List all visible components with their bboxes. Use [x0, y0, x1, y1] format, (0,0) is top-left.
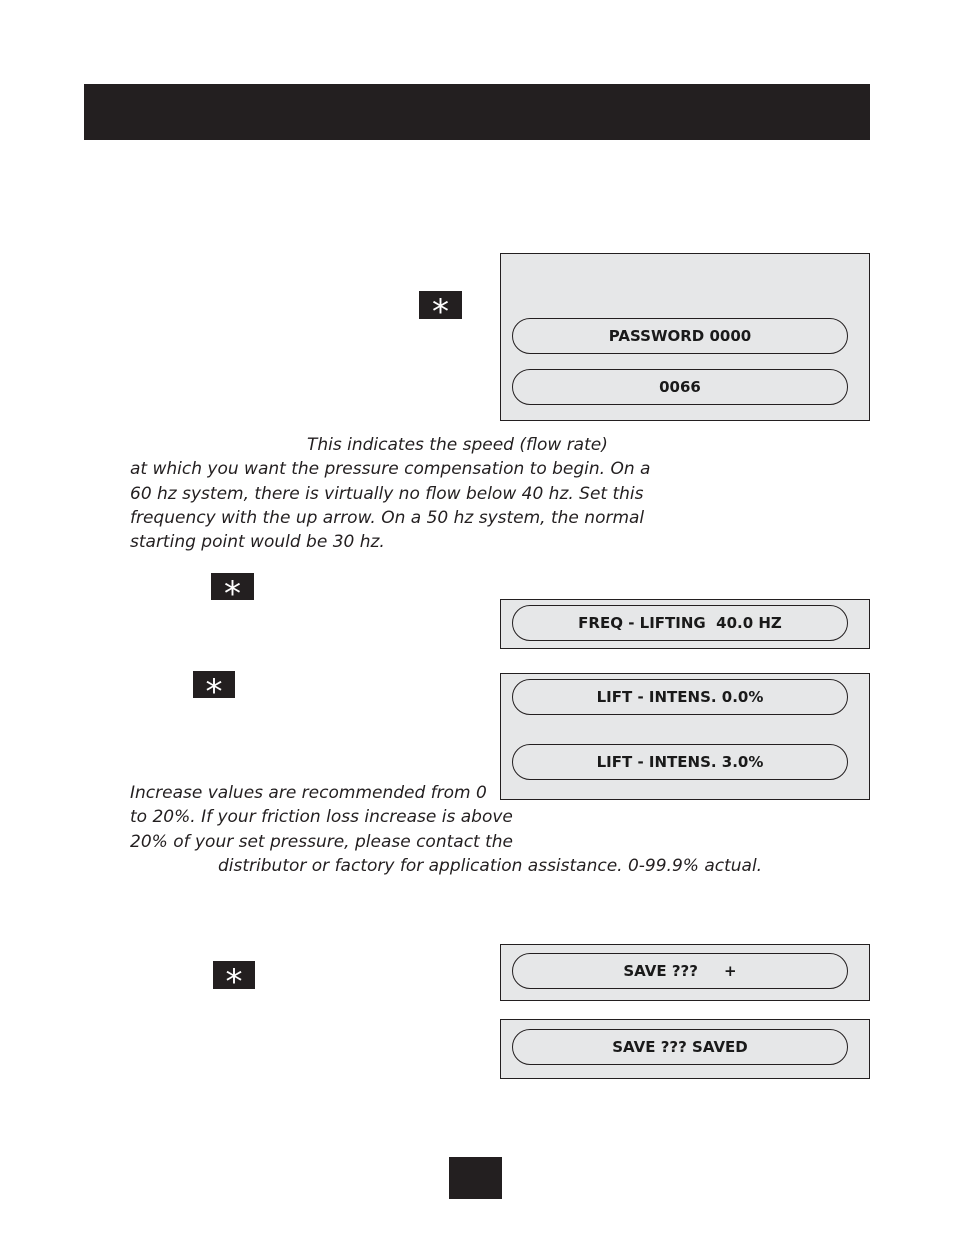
password-display-panel	[500, 253, 870, 421]
asterisk-key-icon: *	[213, 961, 255, 989]
page-number-box	[449, 1157, 502, 1199]
lcd-line-password: PASSWORD 0000	[512, 318, 848, 354]
save-prompt-panel	[500, 944, 870, 1001]
lcd-line-save-prompt: SAVE ??? +	[512, 953, 848, 989]
save-done-panel	[500, 1019, 870, 1079]
freq-paragraph-line: at which you want the pressure compensation to begin. On a	[130, 459, 651, 479]
freq-display-panel	[500, 599, 870, 649]
lcd-line-lift-initial: LIFT - INTENS. 0.0%	[512, 679, 848, 715]
asterisk-key-icon: *	[211, 573, 254, 600]
freq-paragraph-line: starting point would be 30 hz.	[130, 532, 385, 552]
lift-paragraph-line: Increase values are recommended from 0	[130, 783, 487, 803]
freq-paragraph-line: 60 hz system, there is virtually no flow below 40 hz. Set this	[130, 484, 644, 504]
lcd-line-value: 0066	[512, 369, 848, 405]
lcd-line-freq: FREQ - LIFTING 40.0 HZ	[512, 605, 848, 641]
freq-paragraph-line: This indicates the speed (flow rate)	[307, 435, 608, 455]
lift-paragraph-line: 20% of your set pressure, please contact the	[130, 832, 514, 852]
asterisk-key-icon: *	[193, 671, 235, 698]
asterisk-key-icon: *	[419, 291, 462, 319]
lift-paragraph-line: to 20%. If your friction loss increase is above	[130, 807, 513, 827]
lcd-line-lift-set: LIFT - INTENS. 3.0%	[512, 744, 848, 780]
lift-paragraph-line: distributor or factory for application assistance. 0-99.9% actual.	[218, 856, 763, 876]
freq-paragraph-line: frequency with the up arrow. On a 50 hz system, the normal	[130, 508, 645, 528]
lift-display-panel	[500, 673, 870, 800]
lcd-line-save-done: SAVE ??? SAVED	[512, 1029, 848, 1065]
header-bar	[84, 84, 870, 140]
